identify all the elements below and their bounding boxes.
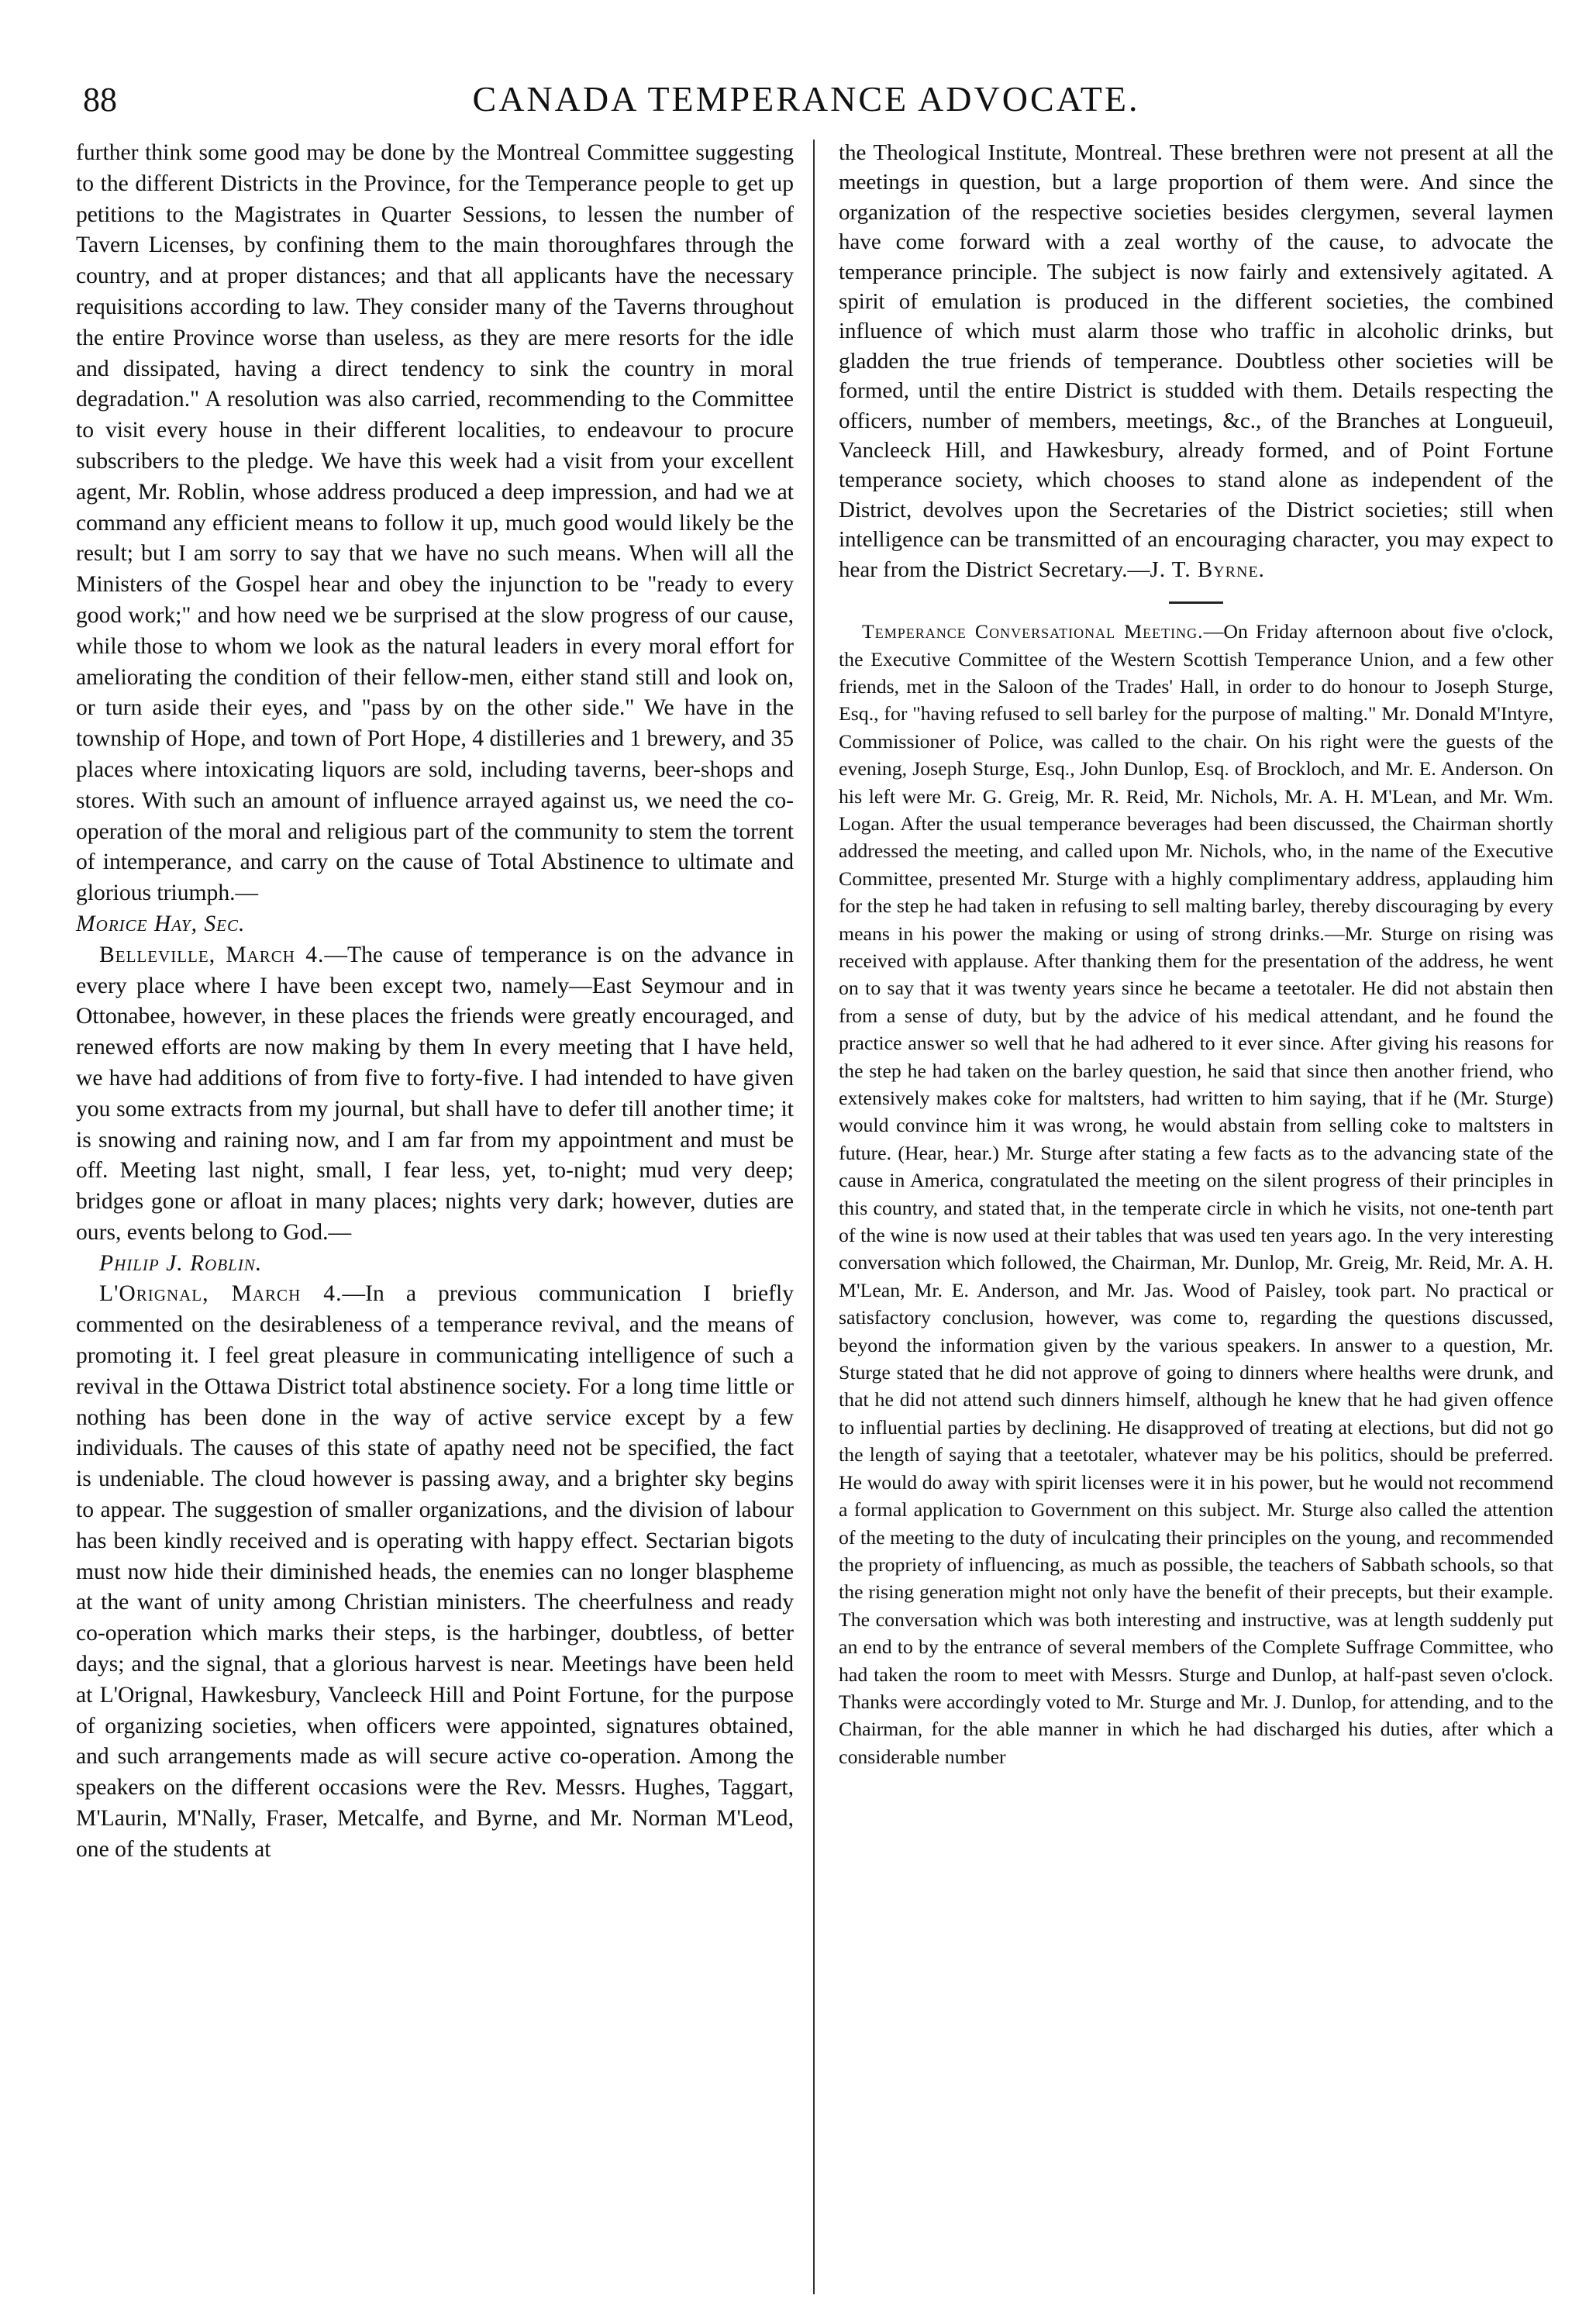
lorignal-signature: J. T. Byrne. — [1150, 557, 1265, 582]
belleville-signature: Philip J. Roblin. — [99, 1250, 263, 1276]
hope-letter-text: further think some good may be done by the Montreal Committee suggesting to the different Districts in the Province, for the Temperance people to get up petitions to the Magistrates in Quarter Sessions, to lessen the number of Tavern Licenses, by confining them to the main thoroughfares through the country, and at proper distances; and that all applicants have the necessary requisitions according to law. They consider many of the Taverns throughout the entire Province worse than useless, as they are mere resorts for the idle and dissipated, having a direct tendency to sink the country in moral degradation." A resolution was also carried, recommending to the Committee to visit every house in their different localities, to endeavour to procure subscribers to the pledge. We have this week had a visit from your excellent agent, Mr. Roblin, whose address produced a deep impression, and had we at command any efficient means to follow it up, much good would likely be the result; but I am sorry to say that we have no such means. When will all the Ministers of the Gospel hear and obey the injunction to be "ready to every good work;" and how need we be surprised at the slow progress of our cause, while those to whom we look as the natural leaders in every moral effort for ameliorating the condition of their fellow-men, either stand still and look on, or turn aside their eyes, and "pass by on the other side." We have in the township of Hope, and town of Port Hope, 4 distilleries and 1 brewery, and 35 places where intoxicating liquors are sold, including taverns, beer-shops and stores. With such an amount of influence arrayed against us, we need the co-operation of the moral and religious part of the community to stem the torrent of intemperance, and carry on the cause of Total Abstinence to ultimate and glorious triumph.— — [76, 140, 795, 906]
conversational-meeting-text: —On Friday afternoon about five o'clock, the Executive Committee of the Western Scottish Temperance Union, and a few other friends, met in the Saloon of the Trades' Hall, in order to do honour to Joseph Sturge, Esq., for "having refused to sell barley for the purpose of malting." Mr. Donald M'Intyre, Commissioner of Police, was called to the chair. On his right were the guests of the evening, Joseph Sturge, Esq., John Dunlop, Esq. of Brockloch, and Mr. E. Anderson. On his left were Mr. G. Greig, Mr. R. Reid, Mr. Nichols, Mr. A. H. M'Lean, and Mr. Wm. Logan. After the usual temperance beverages had been discussed, the Chairman shortly addressed the meeting, and called upon Mr. Nichols, who, in the name of the Executive Committee, presented Mr. Sturge with a highly complimentary address, applauding him for the step he had taken in refusing to sell malting barley, thereby discouraging by every means in his power the making or using of strong drinks.—Mr. Sturge on rising was received with applause. After thanking them for the presentation of the address, he went on to say that it was twenty years since he became a teetotaler. He did not abstain then from a sense of duty, but by the advice of his medical attendant, and he found the practice answer so well that he had adhered to it ever since. After giving his reasons for the step he had taken on the barley question, he said that since then another friend, who extensively makes coke for maltsters, had written to him saying, that if he (Mr. Sturge) would convince him it was wrong, he would abstain from selling coke to maltsters in future. (Hear, hear.) Mr. Sturge after stating a few facts as to the advancing state of the cause in America, congratulated the meeting on the silent progress of their principles in this country, and stated that, in the temperate circle in which he visits, not one-tenth part of the wine is now used at their tables that was used ten years ago. In the very interesting conversation which followed, the Chairman, Mr. Dunlop, Mr. Greig, Mr. Reid, Mr. A. H. M'Lean, Mr. E. Anderson, and Mr. Jas. Wood of Paisley, took part. No practical or satisfactory conclusion, however, was come to, regarding the questions discussed, beyond the information given by the various speakers. In answer to a question, Mr. Sturge stated that he did not approve of going to dinners where healths were drunk, and that he did not attend such dinners himself, although he knew that he had given offence to influential parties by declining. He disapproved of treating at elections, but did not go the length of saying that a teetotaler, whatever may be his politics, should be preferred. He would do away with spirit licenses were it in his power, but he would not recommend a formal application to Government on this subject. Mr. Sturge also called the attention of the meeting to the duty of inculcating their principles on the young, and recommended the propriety of influencing, as much as possible, the teachers of Sabbath schools, so that the rising generation might not only have the benefit of their precepts, but their example. The conversation which was both interesting and instructive, was at length suddenly put an end to by the entrance of several members of the Complete Suffrage Committee, who had taken the room to meet with Messrs. Sturge and Dunlop, at half-past seven o'clock. Thanks were accordingly voted to Mr. Sturge and Mr. J. Dunlop, for attending, and to the Chairman, for the able manner in which he had discharged his duties, after which a considerable number — [839, 620, 1554, 1768]
publication-title: CANADA TEMPERANCE ADVOCATE. — [472, 79, 1140, 119]
lorignal-dateline: L'Orignal, March 4. — [99, 1281, 343, 1307]
right-column — [839, 138, 1553, 1770]
hope-letter-paragraph — [76, 138, 794, 940]
left-column — [76, 138, 794, 1866]
page-number: 88 — [83, 81, 117, 119]
lorignal-continued-paragraph — [839, 138, 1553, 584]
conversational-meeting-heading: Temperance Conversational Meeting. — [862, 620, 1204, 643]
article-separator — [1169, 601, 1223, 604]
lorignal-continued-text: the Theological Institute, Montreal. These brethren were not present at all the meetings in question, but a large proportion of them were. And since the organization of the respective societies besides clergymen, several laymen have come forward with a zeal worthy of the cause, to advocate the temperance principle. The subject is now fairly and extensively agitated. A spirit of emulation is produced in the different societies, the combined influence of which must alarm those who traffic in alcoholic drinks, but gladden the true friends of temperance. Doubtless other societies will be formed, until the entire District is studded with them. Details respecting the officers, number of members, meetings, &c., of the Branches at Longueuil, Vancleeck Hill, and Hawkesbury, already formed, and of Point Fortune temperance society, which chooses to stand alone as independent of the District, devolves upon the Secretaries of the District societies; still when intelligence can be transmitted of an encouraging character, you may expect to hear from the District Secretary.— — [839, 140, 1553, 582]
lorignal-item — [76, 1279, 794, 1865]
hope-letter-signature: Morice Hay, Sec. — [76, 911, 246, 936]
conversational-meeting-item — [839, 618, 1553, 1770]
column-divider — [813, 140, 815, 2294]
belleville-dateline: Belleville, March 4. — [99, 942, 325, 967]
belleville-text: —The cause of temperance is on the advance in every place where I have been except two, namely—East Seymour and in Ottonabee, however, in these places the friends were greatly encouraged, and renewed efforts are now making by them In every meeting that I have held, we have had additions of from five to forty-five. I had intended to have given you some extracts from my journal, but shall have to defer till another time; it is snowing and raining now, and I am far from my appointment and must be off. Meeting last night, small, I fear less, yet, to-night; mud very deep; bridges gone or afloat in many places; nights very dark; however, duties are ours, events belong to God.— — [76, 942, 794, 1245]
belleville-item — [76, 940, 794, 1280]
lorignal-text: —In a previous communication I briefly commented on the desirableness of a temperance revival, and the means of promoting it. I feel great pleasure in communicating intelligence of such a revival in the Ottawa District total abstinence society. For a long time little or nothing has been done in the way of active service except by a few individuals. The causes of this state of apathy need not be specified, the fact is undeniable. The cloud however is passing away, and a brighter sky begins to appear. The suggestion of smaller organizations, and the division of labour has been kindly received and is operating with happy effect. Sectarian bigots must now hide their diminished heads, the enemies can no longer blaspheme at the want of unity among Christian ministers. The cheerfulness and ready co-operation which marks their steps, is the harbinger, doubtless, of better days; and the signal, that a glorious harvest is near. Meetings have been held at L'Orignal, Hawkesbury, Vancleeck Hill and Point Fortune, for the purpose of organizing societies, when officers were appointed, signatures obtained, and such arrangements made as will secure active co-operation. Among the speakers on the different occasions were the Rev. Messrs. Hughes, Taggart, M'Laurin, M'Nally, Fraser, Metcalfe, and Byrne, and Mr. Norman M'Leod, one of the students at — [76, 1281, 795, 1862]
